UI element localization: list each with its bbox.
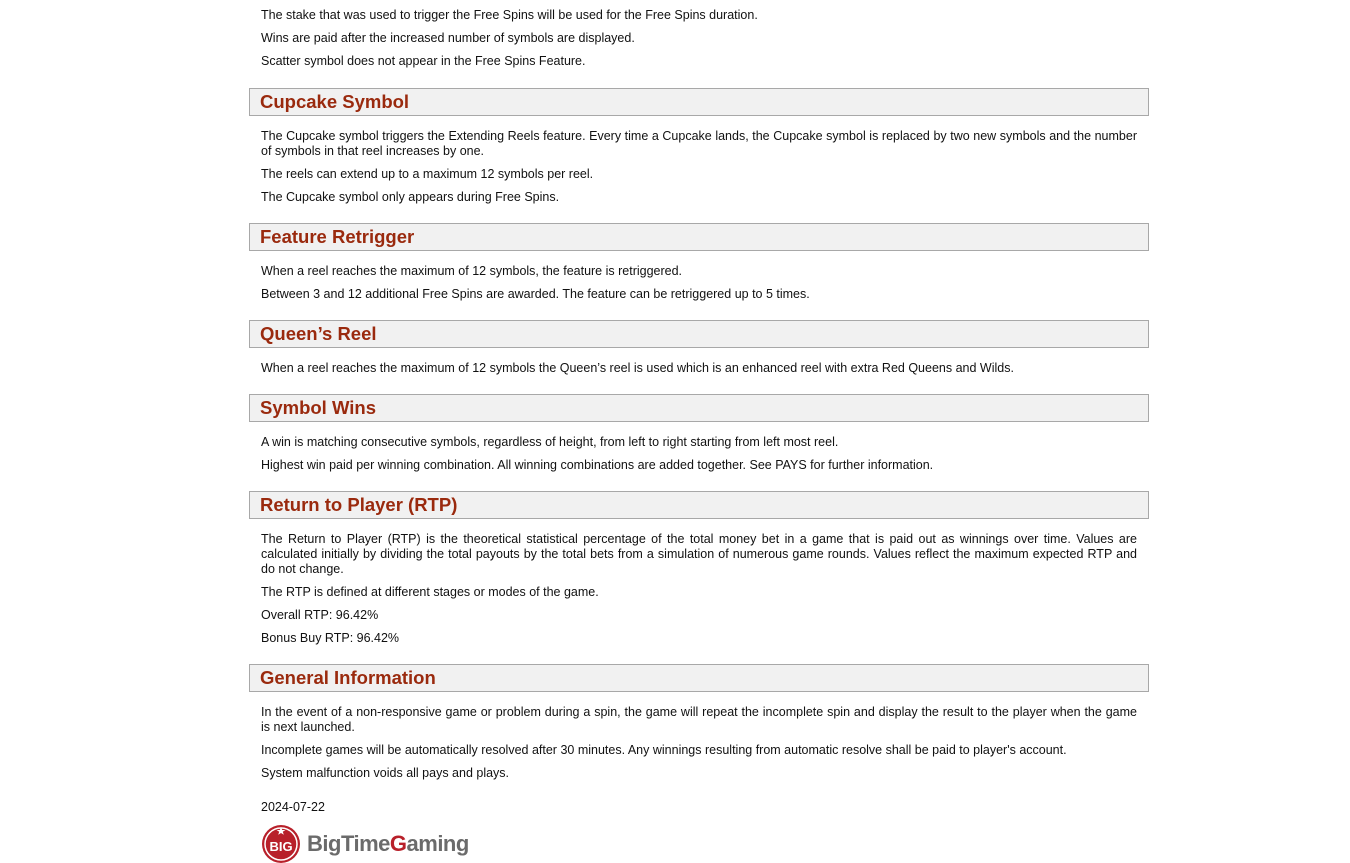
paragraph: The RTP is defined at different stages or modes of the game. <box>261 585 599 599</box>
section-header <box>249 394 1149 422</box>
section-body <box>249 435 1149 473</box>
paragraph: The Cupcake symbol triggers the Extending Reels feature. Every time a Cupcake lands, the Cupcake symbol is replaced by two new symbols and the number of symbols in that reel increases by one. <box>261 129 1137 158</box>
section-general-information <box>249 664 1149 781</box>
section-queens-reel <box>249 320 1149 376</box>
paragraph: The Return to Player (RTP) is the theoretical statistical percentage of the total money bet in a game that is paid out as winnings over time. Values are calculated initially by dividing the total payouts by the total bets from a simulation of numerous game rounds. Values reflect the maximum expected RTP and do not change. <box>261 532 1137 576</box>
section-symbol-wins <box>249 394 1149 473</box>
section-body <box>249 532 1149 646</box>
section-return-to-player <box>249 491 1149 646</box>
logo-wordmark <box>307 831 469 857</box>
section-title: General Information <box>260 667 436 688</box>
big-time-gaming-logo-icon <box>261 824 301 863</box>
version-date: 2024-07-22 <box>261 800 325 814</box>
paragraph: Wins are paid after the increased number of symbols are displayed. <box>261 31 635 45</box>
paragraph: When a reel reaches the maximum of 12 symbols, the feature is retriggered. <box>261 264 683 278</box>
paragraph: When a reel reaches the maximum of 12 symbols the Queen’s reel is used which is an enhanced reel with extra Red Queens and Wilds. <box>261 361 1014 375</box>
big-time-gaming-logo <box>249 824 1149 863</box>
paragraph: The reels can extend up to a maximum 12 symbols per reel. <box>261 167 594 181</box>
paragraph: In the event of a non-responsive game or problem during a spin, the game will repeat the incomplete spin and display the result to the player when the game is next launched. <box>261 705 1137 734</box>
paragraph: System malfunction voids all pays and plays. <box>261 766 510 780</box>
logo-wordmark-part: aming <box>406 831 469 856</box>
paragraph: A win is matching consecutive symbols, regardless of height, from left to right starting from left most reel. <box>261 435 839 449</box>
paragraph: The Cupcake symbol only appears during Free Spins. <box>261 190 560 204</box>
section-body <box>249 264 1149 302</box>
rules-page <box>249 0 1149 863</box>
section-header <box>249 223 1149 251</box>
overall-rtp: Overall RTP: 96.42% <box>261 608 379 622</box>
logo-badge-text: BIG <box>269 839 293 854</box>
paragraph: Between 3 and 12 additional Free Spins are awarded. The feature can be retriggered up to 5 times. <box>261 287 810 301</box>
section-body <box>249 705 1149 781</box>
section-title: Return to Player (RTP) <box>260 494 458 515</box>
section-body <box>249 361 1149 376</box>
paragraph: Highest win paid per winning combination. All winning combinations are added together. See PAYS for further information. <box>261 458 934 472</box>
section-header <box>249 88 1149 116</box>
section-header <box>249 491 1149 519</box>
section-title: Cupcake Symbol <box>260 91 410 112</box>
section-body <box>249 129 1149 205</box>
logo-wordmark-accent: G <box>389 831 407 856</box>
section-title: Queen’s Reel <box>260 323 377 344</box>
section-title: Symbol Wins <box>260 397 376 418</box>
section-feature-retrigger <box>249 223 1149 302</box>
logo-wordmark-part: BigTime <box>307 831 390 856</box>
paragraph: Scatter symbol does not appear in the Free Spins Feature. <box>261 54 586 68</box>
section-header <box>249 320 1149 348</box>
paragraph: The stake that was used to trigger the Free Spins will be used for the Free Spins duration. <box>261 8 758 22</box>
free-spins-intro <box>249 0 1149 69</box>
paragraph: Incomplete games will be automatically resolved after 30 minutes. Any winnings resulting from automatic resolve shall be paid to player's account. <box>261 743 1067 757</box>
section-header <box>249 664 1149 692</box>
bonus-buy-rtp: Bonus Buy RTP: 96.42% <box>261 631 400 645</box>
section-cupcake-symbol <box>249 88 1149 205</box>
section-title: Feature Retrigger <box>260 226 415 247</box>
